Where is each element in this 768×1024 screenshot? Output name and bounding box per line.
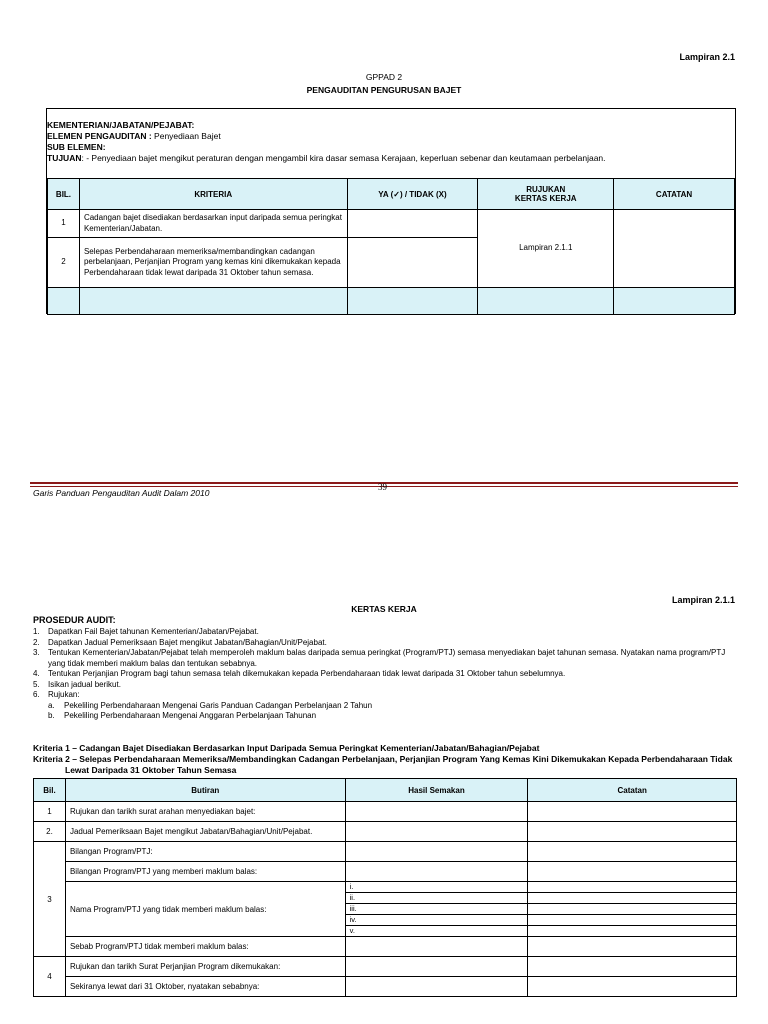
catatan-cell[interactable] [528, 842, 737, 862]
empty-cell [614, 288, 735, 315]
table-row [34, 937, 737, 957]
catatan-cell[interactable] [528, 822, 737, 842]
row-kriteria: Cadangan bajet disediakan berdasarkan input daripada semua peringkat Kementerian/Jabatan. [79, 210, 347, 238]
table-row [34, 977, 737, 997]
element-value: Penyediaan Bajet [154, 131, 221, 141]
header-butiran: Butiran [65, 779, 345, 802]
empty-cell [48, 288, 80, 315]
page-number: 39 [378, 482, 387, 492]
procedure-step [33, 669, 738, 680]
row-bil: 2. [34, 822, 66, 842]
catatan-cell[interactable] [528, 957, 737, 977]
step-number: 2. [33, 637, 40, 647]
page2-title: KERTAS KERJA [351, 604, 417, 614]
hasil-cell[interactable] [345, 822, 528, 842]
header-catatan: Catatan [528, 779, 737, 802]
table-row [48, 210, 735, 238]
table-row [34, 862, 737, 882]
hasil-cell[interactable] [345, 862, 528, 882]
row-butiran: Sekiranya lewat dari 31 Oktober, nyatakan sebabnya: [65, 977, 345, 997]
purpose-line [47, 153, 606, 163]
criteria-2-line1: Kriteria 2 – Selepas Perbendaharaan Memeriksa/Membandingkan Cadangan Perbelanjaan, Perjanjian Program Yang Kemas Kini Dikemukakan Kepada Perbendaharaan Tidak [33, 754, 733, 764]
step-number: 6. [33, 690, 40, 699]
step-number: 5. [33, 679, 40, 689]
empty-cell [79, 288, 347, 315]
procedure-step [33, 638, 738, 649]
page2-appendix-label: Lampiran 2.1.1 [671, 595, 735, 605]
roman-item[interactable]: iii. [345, 904, 528, 915]
step-text: Tentukan Perjanjian Program bagi tahun semasa telah dikemukakan kepada Perbendaharaan tidak lewat daripada 31 Oktober tahun sebelumnya. [48, 669, 566, 678]
step-text: Tentukan Kementerian/Jabatan/Pejabat telah memperoleh maklum balas daripada semua peringkat (Program/PTJ) semasa menyediakan bajet tahunan semasa. Nyatakan nama program/PTJ yang tidak memberi maklum balas dan tentukan sebabnya. [48, 648, 726, 668]
catatan-cell[interactable] [528, 862, 737, 882]
hasil-cell[interactable] [345, 977, 528, 997]
catatan-cell[interactable] [528, 893, 737, 904]
procedure-substep [33, 711, 738, 722]
header-rujukan-line2: KERTAS KERJA [514, 194, 577, 203]
subelement-label: SUB ELEMEN: [47, 142, 106, 152]
page1-appendix-label: Lampiran 2.1 [679, 52, 735, 62]
hasil-cell[interactable] [345, 937, 528, 957]
catatan-cell[interactable] [528, 882, 737, 893]
step-text: Dapatkan Jadual Pemeriksaan Bajet mengikut Jabatan/Bahagian/Unit/Pejabat. [48, 637, 327, 647]
ya-tidak-cell[interactable] [347, 238, 478, 288]
header-catatan: CATATAN [614, 179, 735, 210]
procedure-step [33, 680, 738, 691]
element-label: ELEMEN PENGAUDITAN : [47, 131, 155, 141]
roman-item[interactable]: ii. [345, 893, 528, 904]
roman-item[interactable]: v. [345, 926, 528, 937]
procedure-heading: PROSEDUR AUDIT: [33, 615, 116, 625]
row-bil: 4 [34, 957, 66, 997]
header-kriteria: KRITERIA [79, 179, 347, 210]
procedure-substep [33, 701, 738, 712]
catatan-cell[interactable] [528, 802, 737, 822]
row-bil: 1 [34, 802, 66, 822]
row-butiran: Jadual Pemeriksaan Bajet mengikut Jabatan/Bahagian/Unit/Pejabat. [65, 822, 345, 842]
step-number: 4. [33, 669, 40, 678]
page1-form-code: GPPAD 2 [365, 72, 403, 82]
roman-item[interactable]: i. [345, 882, 528, 893]
worksheet-table-header [34, 779, 737, 802]
purpose-value: : - Penyediaan bajet mengikut peraturan dengan mengambil kira dasar semasa Kerajaan, keperluan sebenar dan keutamaan perbelanjaan. [81, 153, 606, 163]
empty-cell [347, 288, 478, 315]
header-bil: BIL. [48, 179, 80, 210]
header-rujukan [478, 179, 614, 210]
row-butiran: Rujukan dan tarikh Surat Perjanjian Program dikemukakan: [65, 957, 345, 977]
substep-letter: a. [48, 700, 55, 710]
criteria-1: Kriteria 1 – Cadangan Bajet Disediakan Berdasarkan Input Daripada Semua Peringkat Kementerian/Jabatan/Bahagian/Pejabat [33, 743, 540, 753]
hasil-cell[interactable] [345, 842, 528, 862]
header-ya-tidak: YA (✓) / TIDAK (X) [347, 179, 478, 210]
catatan-cell[interactable] [614, 210, 735, 288]
row-butiran: Sebab Program/PTJ tidak memberi maklum balas: [65, 937, 345, 957]
row-butiran: Rujukan dan tarikh surat arahan menyediakan bajet: [65, 802, 345, 822]
footer-text: Garis Panduan Pengauditan Audit Dalam 2010 [33, 488, 210, 498]
catatan-cell[interactable] [528, 915, 737, 926]
roman-item[interactable]: iv. [345, 915, 528, 926]
step-text: Isikan jadual berikut. [48, 679, 121, 689]
row-butiran: Nama Program/PTJ yang tidak memberi maklum balas: [65, 882, 345, 937]
header-rujukan-line1: RUJUKAN [526, 185, 566, 194]
ministry-label: KEMENTERIAN/JABATAN/PEJABAT: [47, 120, 195, 130]
procedure-step [33, 648, 738, 669]
step-text: Rujukan: [48, 690, 80, 699]
table-row [34, 802, 737, 822]
substep-text: Pekeliling Perbendaharaan Mengenai Garis Panduan Cadangan Perbelanjaan 2 Tahun [64, 700, 373, 710]
row-butiran: Bilangan Program/PTJ: [65, 842, 345, 862]
header-bil: Bil. [34, 779, 66, 802]
worksheet-table [33, 778, 737, 997]
criteria-headings [33, 743, 738, 776]
row-butiran: Bilangan Program/PTJ yang memberi maklum balas: [65, 862, 345, 882]
procedure-step [33, 627, 738, 638]
step-text: Dapatkan Fail Bajet tahunan Kementerian/Jabatan/Pejabat. [48, 627, 259, 636]
page1-form-title: PENGAUDITAN PENGURUSAN BAJET [306, 85, 462, 95]
table-row [34, 842, 737, 862]
substep-letter: b. [48, 711, 55, 720]
substep-text: Pekeliling Perbendaharaan Mengenai Anggaran Perbelanjaan Tahunan [64, 711, 317, 720]
table-row-empty [48, 288, 735, 315]
row-bil: 1 [48, 210, 80, 238]
criteria-table [47, 178, 735, 315]
header-hasil-semakan: Hasil Semakan [345, 779, 528, 802]
empty-cell [478, 288, 614, 315]
catatan-cell[interactable] [528, 937, 737, 957]
table-row [34, 822, 737, 842]
step-number: 3. [33, 648, 40, 657]
page1-audit-form [46, 108, 736, 314]
catatan-cell[interactable] [528, 977, 737, 997]
rujukan-cell: Lampiran 2.1.1 [478, 210, 614, 288]
element-line [47, 131, 221, 141]
catatan-cell[interactable] [528, 904, 737, 915]
procedure-step [33, 690, 738, 701]
ya-tidak-cell[interactable] [347, 210, 478, 238]
criteria-table-header [48, 179, 735, 210]
hasil-cell[interactable] [345, 957, 528, 977]
row-bil: 2 [48, 238, 80, 288]
row-kriteria: Selepas Perbendaharaan memeriksa/membandingkan cadangan perbelanjaan, Perjanjian Program yang kemas kini dikemukakan kepada Perbendaharaan tidak lewat daripada 31 Oktober tahun semasa. [79, 238, 347, 288]
purpose-label: TUJUAN [47, 153, 82, 163]
hasil-cell[interactable] [345, 802, 528, 822]
table-row [34, 882, 737, 893]
criteria-2-line2: Lewat Daripada 31 Oktober Tahun Semasa [65, 765, 237, 775]
catatan-cell[interactable] [528, 926, 737, 937]
procedure-steps [33, 627, 738, 722]
step-number: 1. [33, 627, 40, 636]
table-row [34, 957, 737, 977]
row-bil: 3 [34, 842, 66, 957]
